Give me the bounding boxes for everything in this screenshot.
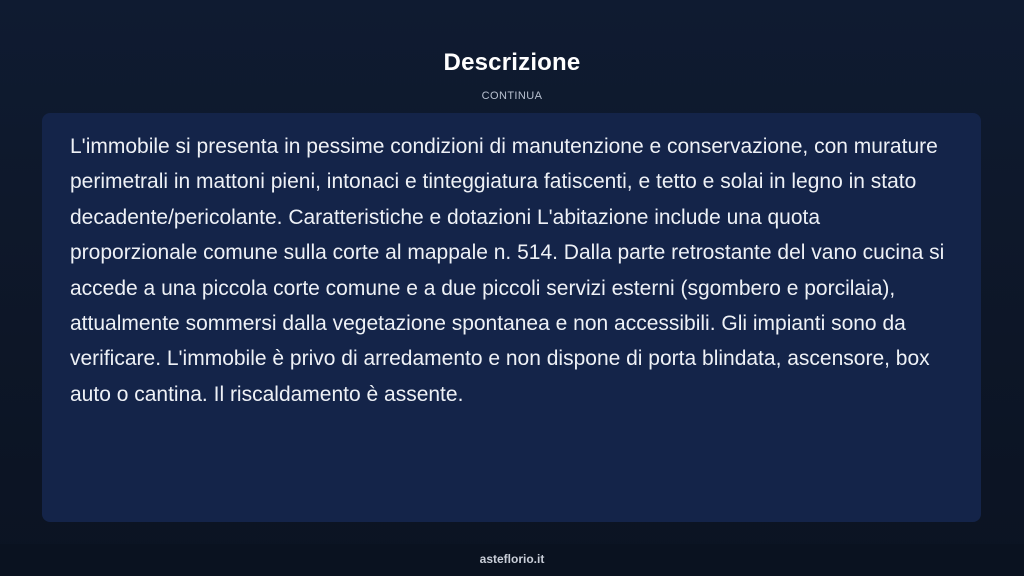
description-text: L'immobile si presenta in pessime condizioni di manutenzione e conservazione, con murature perimetrali in mattoni pieni, intonaci e tinteggiatura fatiscenti, e tetto e solai in legno in stato decadente/pericolante. Caratteristiche e dotazioni L'abitazione include una quota proporzionale comune sulla corte al mappale n. 514. Dalla parte retrostante del vano cucina si accede a una piccola corte comune e a due piccoli servizi esterni (sgombero e porcilaia), attualmente sommersi dalla vegetazione spontanea e non accessibili. Gli impianti sono da verificare. L'immobile è privo di arredamento e non dispone di porta blindata, ascensore, box auto o cantina. Il riscaldamento è assente. — [70, 135, 945, 406]
footer — [0, 544, 1024, 576]
footer-site-label: asteflorio.it — [479, 552, 545, 566]
page-title: Descrizione — [443, 49, 581, 76]
continue-label: CONTINUA — [481, 90, 543, 102]
description-card — [42, 113, 981, 522]
